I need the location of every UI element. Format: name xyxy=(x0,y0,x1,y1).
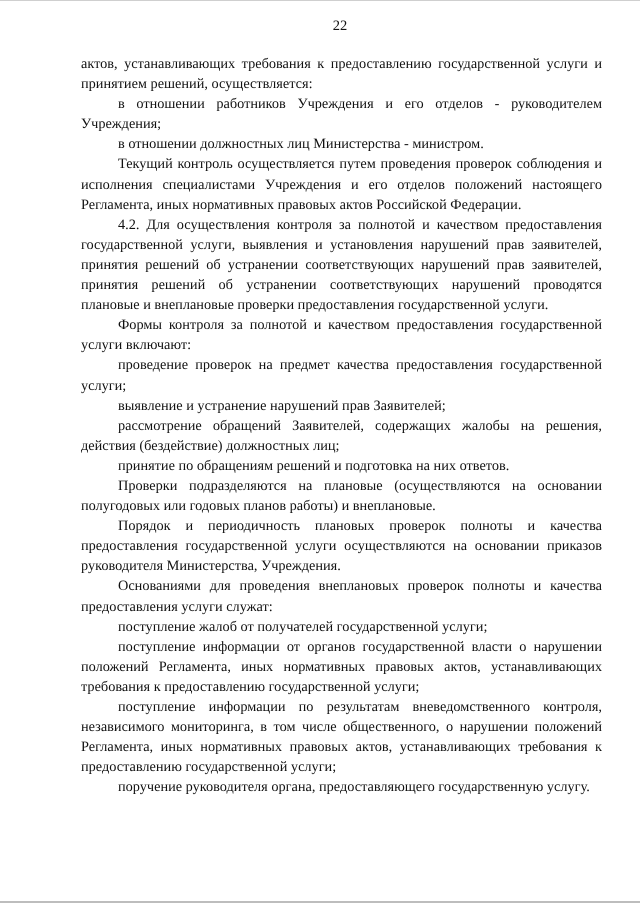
document-body xyxy=(81,54,602,797)
bottom-scan-edge xyxy=(0,901,640,903)
paragraph: в отношении должностных лиц Министерства - министром. xyxy=(118,136,484,153)
paragraph: проведение проверок на предмет качества предоставления государственной услуги; xyxy=(81,357,602,394)
paragraph-section-4-2: 4.2. Для осуществления контроля за полнотой и качеством предоставления государственной услуги, выявления и установления нарушений прав заявителей, принятия решений об устранении соответствующих нарушений прав заявителей, принятия решений об устранении соответствующих нарушений проводятся плановые и внеплановые проверки предоставления государственной услуги. xyxy=(81,216,602,314)
paragraph: Проверки подразделяются на плановые (осуществляются на основании полугодовых или годовых планов работы) и внеплановые. xyxy=(81,477,602,515)
paragraph: поступление жалоб от получателей государственной услуги; xyxy=(118,618,488,635)
page-number: 22 xyxy=(332,18,348,34)
paragraph: рассмотрение обращений Заявителей, содержащих жалобы на решения, действия (бездействие) должностных лиц; xyxy=(81,417,602,454)
paragraph: Порядок и периодичность плановых проверок полноты и качества предоставления государственной услуги осуществляются на основании приказов руководителя Министерства, Учреждения. xyxy=(81,518,602,575)
paragraph-continuation: актов, устанавливающих требования к предоставлению государственной услуги и принятием решений, осуществляется: xyxy=(81,56,602,93)
paragraph: Основаниями для проведения внеплановых проверок полноты и качества предоставления услуги служат: xyxy=(81,578,602,615)
paragraph: принятие по обращениям решений и подготовка на них ответов. xyxy=(118,457,510,474)
paragraph: поручение руководителя органа, предоставляющего государственную услугу. xyxy=(118,779,590,796)
paragraph: в отношении работников Учреждения и его отделов - руководителем Учреждения; xyxy=(81,96,602,133)
paragraph: Текущий контроль осуществляется путем проведения проверок соблюдения и исполнения специалистами Учреждения и его отделов положений настоящего Регламента, иных нормативных правовых актов Российской Федерации. xyxy=(81,156,602,213)
paragraph: Формы контроля за полнотой и качеством предоставления государственной услуги включают: xyxy=(81,317,602,354)
paragraph: поступление информации по результатам вневедомственного контроля, независимого мониторинга, в том числе общественного, о нарушении положений Регламента, иных нормативных правовых актов, устанавливающих требования к предоставлению государственной услуги; xyxy=(81,699,602,776)
paragraph: выявление и устранение нарушений прав Заявителей; xyxy=(118,397,446,414)
paragraph: поступление информации от органов государственной власти о нарушении положений Регламента, иных нормативных правовых актов, устанавливающих требования к предоставлению государственной услуги; xyxy=(81,638,602,695)
top-scan-edge xyxy=(0,0,640,1)
